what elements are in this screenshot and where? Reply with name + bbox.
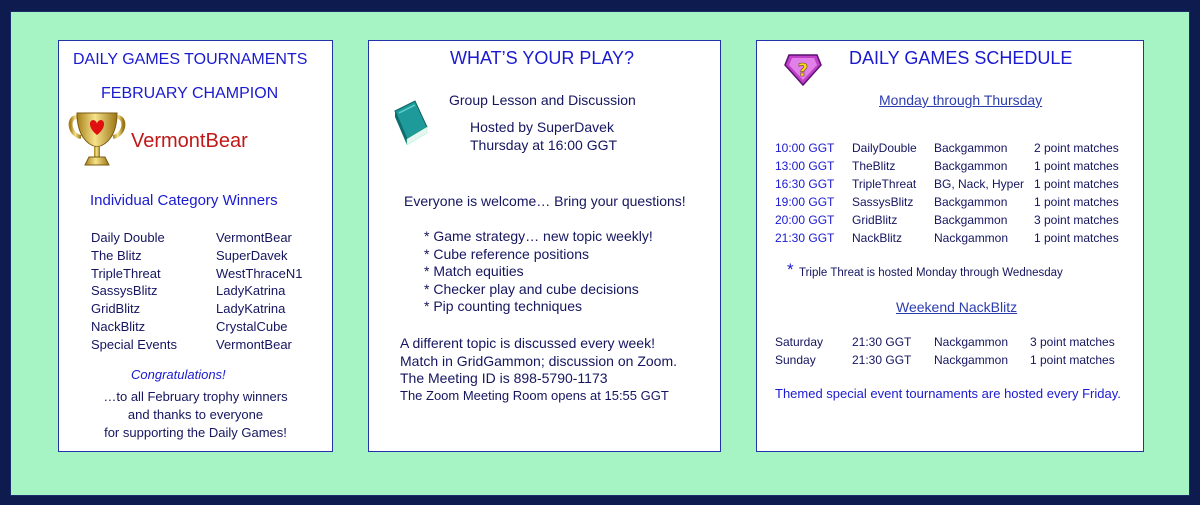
thanks-line: and thanks to everyone [127, 406, 264, 422]
row-event: DailyDouble [852, 141, 917, 155]
schedule-row [775, 139, 1135, 157]
winner-name: CrystalCube [216, 318, 288, 334]
weekend-row [775, 352, 1135, 370]
row-format: 3 point matches [1034, 213, 1119, 228]
winner-categories [91, 229, 177, 354]
weekend-row [775, 334, 1135, 352]
topic-item: * Game strategy… new topic weekly! [424, 228, 653, 244]
row-game: Backgammon [934, 159, 1008, 174]
row-time: 13:00 GGT [775, 159, 835, 174]
row-format: 2 point matches [1034, 141, 1119, 155]
row-game: Backgammon [934, 213, 1008, 228]
schedule-title: DAILY GAMES SCHEDULE [849, 48, 1073, 68]
winner-names [216, 229, 302, 354]
winner-category: SassysBlitz [91, 283, 158, 299]
info-line: The Meeting ID is 898-5790-1173 [400, 370, 608, 387]
winner-name: VermontBear [216, 230, 292, 245]
row-time: 19:00 GGT [775, 195, 835, 210]
svg-text:?: ? [797, 60, 809, 81]
info-line: A different topic is discussed every week! [400, 335, 655, 351]
winner-name: VermontBear [216, 336, 292, 352]
row-game: Nackgammon [934, 231, 1009, 246]
row-game: Backgammon [934, 195, 1008, 210]
row-time: 16:30 GGT [775, 177, 835, 192]
row-day: Sunday [775, 352, 816, 367]
row-time: 21:30 GGT [775, 231, 835, 246]
welcome-line: Everyone is welcome… Bring your questions! [404, 193, 686, 209]
category-heading: Individual Category Winners [90, 192, 278, 209]
footnote-text: Triple Threat is hosted Monday through Wednesday [799, 267, 1063, 279]
page-frame [10, 11, 1190, 496]
tournaments-panel [58, 40, 333, 452]
row-day: Saturday [775, 335, 824, 349]
row-game: Nackgammon [934, 352, 1009, 367]
weekend-heading: Weekend NackBlitz [896, 299, 1018, 315]
topic-item: * Checker play and cube decisions [424, 280, 639, 297]
row-format: 1 point matches [1034, 177, 1119, 192]
trophy-heart-icon [67, 109, 127, 171]
weekday-schedule [775, 139, 1135, 248]
thanks-block [59, 388, 332, 441]
topic-item: * Cube reference positions [424, 245, 589, 262]
info-block [400, 335, 677, 388]
topic-list [424, 228, 653, 316]
row-format: 1 point matches [1034, 231, 1119, 246]
row-game: Backgammon [934, 141, 1008, 155]
host-line: Hosted by SuperDavek [470, 119, 614, 135]
special-note: Themed special event tournaments are hosted every Friday. [775, 386, 1121, 401]
winner-name: SuperDavek [216, 247, 288, 263]
footnote-star: * [787, 260, 794, 279]
winner-category: Special Events [91, 336, 177, 352]
zoom-note: The Zoom Meeting Room opens at 15:55 GGT [400, 388, 669, 403]
thanks-line: for supporting the Daily Games! [104, 424, 287, 440]
winner-name: WestThraceN1 [216, 265, 303, 281]
row-format: 1 point matches [1034, 159, 1119, 174]
winner-category: The Blitz [91, 247, 142, 263]
row-format: 1 point matches [1034, 195, 1119, 210]
row-time: 20:00 GGT [775, 213, 835, 228]
row-format: 3 point matches [1030, 335, 1115, 349]
row-event: NackBlitz [852, 231, 903, 246]
schedule-row [775, 175, 1135, 193]
whats-your-play-panel [368, 40, 721, 452]
winner-category: Daily Double [91, 230, 165, 245]
winner-category: NackBlitz [91, 318, 146, 334]
play-title: WHAT’S YOUR PLAY? [450, 48, 635, 68]
row-event: TheBlitz [852, 159, 896, 174]
winner-category: TripleThreat [91, 265, 161, 281]
schedule-row [775, 229, 1135, 247]
row-event: SassysBlitz [852, 195, 914, 210]
winner-name: LadyKatrina [216, 301, 286, 317]
congrats-text: Congratulations! [131, 367, 226, 382]
row-time: 10:00 GGT [775, 141, 835, 155]
row-event: GridBlitz [852, 213, 898, 228]
book-icon [389, 97, 431, 149]
info-line: Match in GridGammon; discussion on Zoom. [400, 352, 677, 369]
weekday-heading: Monday through Thursday [879, 92, 1043, 108]
row-time: 21:30 GGT [852, 352, 912, 367]
winner-name: LadyKatrina [216, 283, 286, 299]
row-time: 21:30 GGT [852, 335, 912, 349]
schedule-row [775, 193, 1135, 211]
champion-name: VermontBear [131, 130, 248, 152]
row-game: BG, Nack, Hyper [934, 177, 1025, 192]
weekend-schedule [775, 334, 1135, 369]
schedule-row [775, 211, 1135, 229]
play-subtitle: Group Lesson and Discussion [449, 92, 636, 108]
tournaments-title: DAILY GAMES TOURNAMENTS [73, 51, 308, 68]
topic-item: * Match equities [424, 263, 524, 280]
topic-item: * Pip counting techniques [424, 298, 582, 315]
schedule-row [775, 157, 1135, 175]
row-game: Nackgammon [934, 335, 1009, 349]
winner-category: GridBlitz [91, 301, 141, 317]
question-badge-icon [783, 51, 823, 87]
row-event: TripleThreat [852, 177, 917, 192]
time-line: Thursday at 16:00 GGT [470, 137, 618, 153]
row-format: 1 point matches [1030, 352, 1115, 367]
thanks-line: …to all February trophy winners [103, 389, 288, 404]
champion-heading: FEBRUARY CHAMPION [101, 85, 279, 102]
schedule-panel [756, 40, 1144, 452]
